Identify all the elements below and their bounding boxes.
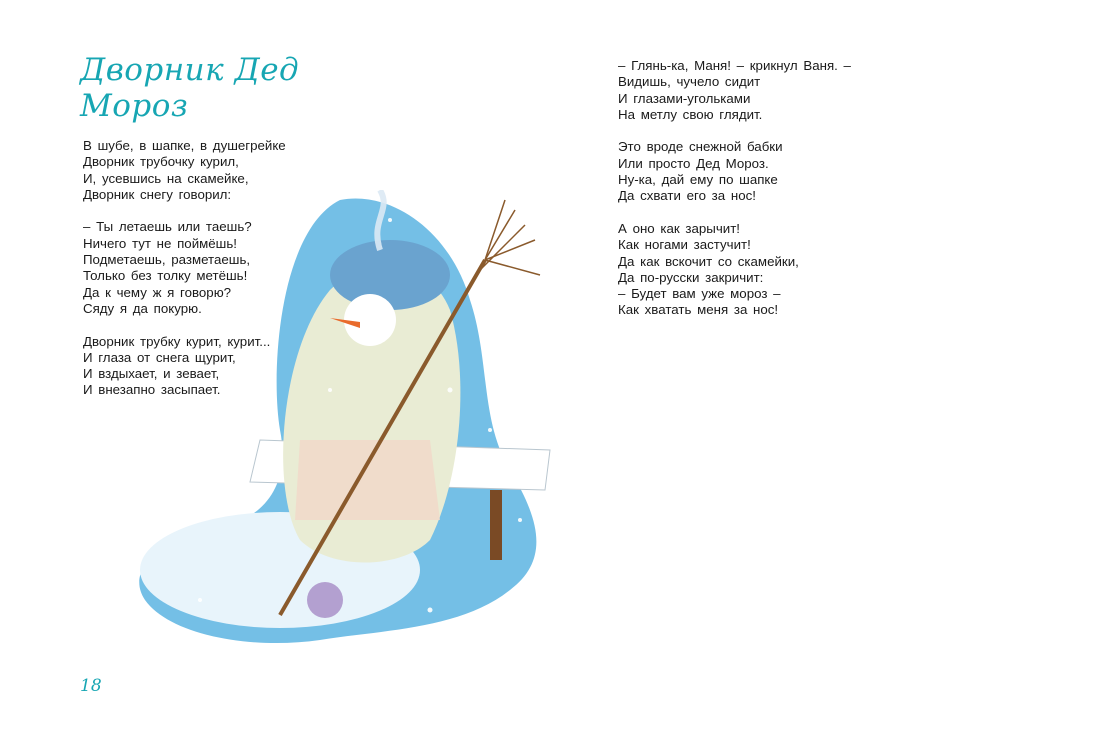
- poem-line: – Будет вам уже мороз –: [618, 286, 781, 302]
- poem-line: Да схвати его за нос!: [618, 188, 756, 204]
- poem-line: Дворник трубочку курил,: [83, 154, 239, 170]
- poem-line: Дворник снегу говорил:: [83, 186, 232, 202]
- right-page: [550, 0, 1099, 746]
- poem-title-line-2: Мороз: [80, 88, 189, 124]
- poem-line: Видишь, чучело сидит: [618, 74, 761, 90]
- page-number: 18: [80, 676, 102, 696]
- poem-line: И внезапно засыпает.: [83, 382, 221, 398]
- stanza-6: [618, 221, 851, 319]
- poem-line: Или просто Дед Мороз.: [618, 155, 769, 171]
- poem-text-left: [83, 138, 286, 415]
- poem-line: Да к чему ж я говорю?: [83, 284, 232, 300]
- poem-line: Как хватать меня за нос!: [618, 302, 779, 318]
- poem-line: И глаза от снега щурит,: [83, 349, 236, 365]
- poem-line: – Ты летаешь или таешь?: [83, 219, 252, 235]
- poem-line: Только без толку метёшь!: [83, 268, 248, 284]
- poem-line: Дворник трубку курит, курит...: [83, 333, 271, 349]
- poem-line: И вздыхает, и зевает,: [83, 366, 220, 382]
- poem-line: И, усевшись на скамейке,: [83, 170, 249, 186]
- stanza-1: [83, 138, 286, 203]
- poem-title-line-1: Дворник Дед: [80, 52, 300, 88]
- poem-line: – Глянь-ка, Маня! – крикнул Ваня. –: [618, 58, 851, 73]
- stanza-2: [83, 219, 286, 317]
- poem-line: И глазами-угольками: [618, 90, 751, 106]
- poem-title: [80, 52, 299, 124]
- poem-line: Сяду я да покурю.: [83, 300, 202, 316]
- poem-line: Ну-ка, дай ему по шапке: [618, 172, 778, 188]
- poem-line: В шубе, в шапке, в душегрейке: [83, 138, 286, 153]
- stanza-3: [83, 334, 286, 399]
- stanza-4: [618, 58, 851, 123]
- poem-line: Это вроде снежной бабки: [618, 139, 783, 155]
- poem-line: Подметаешь, разметаешь,: [83, 252, 251, 268]
- poem-line: Да как вскочит со скамейки,: [618, 253, 799, 269]
- poem-line: На метлу свою глядит.: [618, 106, 763, 122]
- left-page: [0, 0, 549, 746]
- poem-text-right: [618, 58, 851, 335]
- poem-line: А оно как зарычит!: [618, 220, 740, 236]
- stanza-5: [618, 139, 851, 204]
- poem-line: Как ногами застучит!: [618, 237, 751, 253]
- poem-line: Ничего тут не поймёшь!: [83, 235, 237, 251]
- poem-line: Да по-русски закричит:: [618, 269, 764, 285]
